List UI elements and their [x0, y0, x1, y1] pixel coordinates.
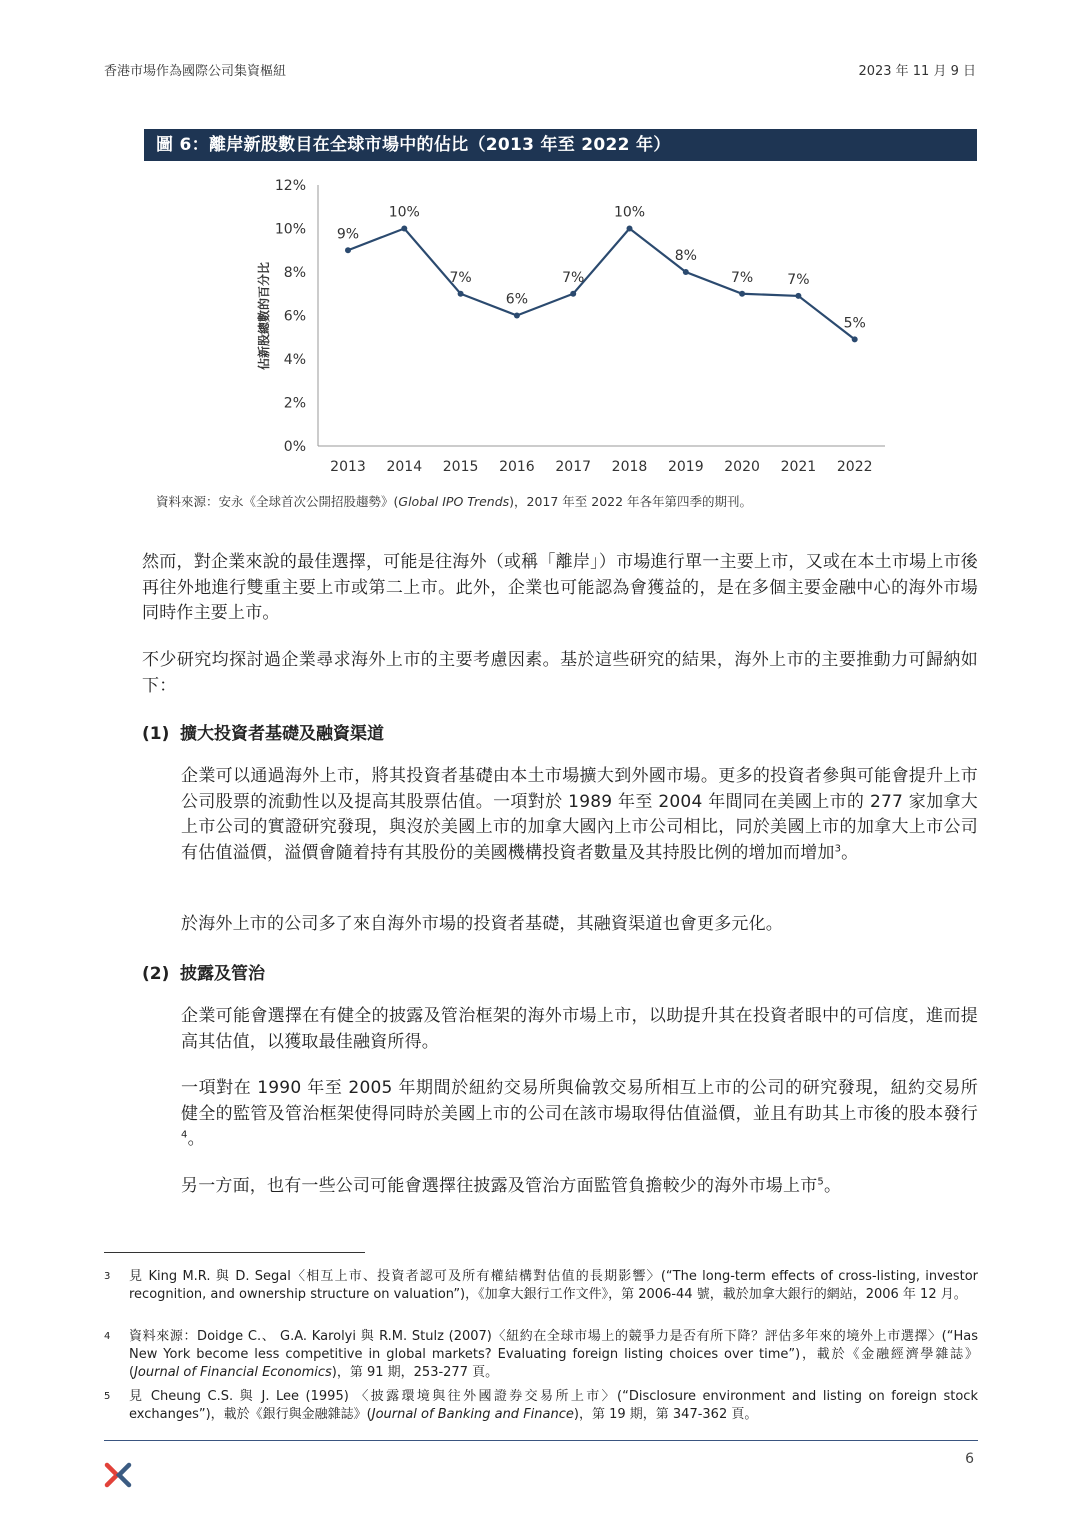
section-heading: (1) 擴大投資者基礎及融資渠道	[142, 724, 384, 744]
data-point	[401, 226, 407, 232]
line-chart	[0, 0, 1080, 490]
footnote-divider	[104, 1252, 365, 1253]
paragraph: 企業可以通過海外上市，將其投資者基礎由本土市場擴大到外國市場。更多的投資者參與可能會提升上市公司股票的流動性以及提高其股票估值。一項對於 1989 年至 2004 年間同在美國上市的 277 家加拿大上市公司的實證研究發現，與沒於美國上市的加拿大國內上市公司相比，同於美國上市的加拿大上市公司有估值溢價，溢價會隨着持有其股份的美國機構投資者數量及其持股比例的增加而增加$^3$。	[181, 766, 978, 863]
paragraph: 不少研究均探討過企業尋求海外上市的主要考慮因素。基於這些研究的結果，海外上市的主要推動力可歸納如下：	[142, 650, 978, 696]
footnote-ref[interactable]: 4	[181, 1129, 188, 1141]
data-label: 5%	[843, 315, 866, 332]
data-label: 8%	[674, 248, 697, 264]
page-number: 6	[965, 1451, 974, 1467]
footnote: 4 資料來源：Doidge C.、 G.A. Karolyi 與 R.M. Stulz (2007)〈紐約在全球市場上的競爭力是否有所下降？評估多年來的境外上市選擇〉(“Has New York become less competitive in global markets? Evaluating foreign listing choices over time”)，載於《金融經濟學雜誌》(Journal of Financial Economics)，第 91 期，253-277 頁。	[104, 1329, 978, 1380]
data-label: 7%	[730, 269, 754, 286]
data-point	[570, 291, 576, 297]
data-point	[739, 291, 745, 297]
x-tick-label: 2014	[386, 459, 423, 475]
hkex-logo-icon	[104, 1461, 132, 1489]
x-tick-label: 2021	[780, 459, 817, 475]
x-tick-label: 2020	[724, 459, 760, 475]
x-tick-label: 2017	[555, 459, 592, 475]
section-heading: (2) 披露及管治	[142, 964, 265, 984]
running-header-date: 2023 年 11 月 9 日	[858, 64, 976, 79]
y-tick-label: 4%	[283, 352, 306, 368]
figure-source: 資料來源：安永《全球首次公開招股趨勢》(Global IPO Trends)，2017 年至 2022 年各年第四季的期刊。	[156, 494, 753, 509]
data-point	[795, 293, 801, 299]
data-label: 9%	[336, 226, 360, 243]
y-axis-label: 佔新股總數的百分比	[257, 261, 271, 371]
data-label: 10%	[388, 204, 420, 221]
data-label: 7%	[449, 269, 472, 286]
series-line	[348, 229, 855, 340]
data-label: 7%	[562, 269, 585, 286]
y-tick-label: 12%	[274, 178, 306, 194]
y-tick-label: 8%	[283, 265, 306, 281]
x-tick-label: 2019	[667, 459, 704, 475]
data-point	[683, 269, 689, 275]
y-tick-label: 10%	[274, 221, 306, 238]
paragraph: 然而，對企業來說的最佳選擇，可能是往海外（或稱「離岸」）市場進行單一主要上市，又或在本土市場上市後再往外地進行雙重主要上市或第二上市。此外，企業也可能認為會獲益的，是在多個主要金融中心的海外市場同時作主要上市。	[142, 552, 978, 623]
footnote: 3 見 King M.R. 與 D. Segal〈相互上市、投資者認可及所有權結構對估值的長期影響〉(“The long-term effects of cross-listing, investor recognition, and ownership structure on valuation”)，《加拿大銀行工作文件》，第 2006-44 號，載於加拿大銀行的網站，2006 年 12 月。	[104, 1269, 978, 1302]
data-label: 7%	[787, 271, 810, 288]
data-point	[458, 291, 464, 297]
data-point	[514, 313, 520, 319]
data-point	[345, 247, 351, 253]
data-point	[627, 226, 633, 232]
x-tick-label: 2022	[836, 459, 873, 475]
y-tick-label: 2%	[283, 395, 306, 412]
footnote-ref[interactable]: 5	[817, 1176, 824, 1188]
data-point	[852, 336, 858, 342]
data-label: 10%	[613, 204, 646, 221]
x-tick-label: 2018	[611, 459, 648, 475]
paragraph: 另一方面，也有一些公司可能會選擇往披露及管治方面監管負擔較少的海外市場上市$^5$。	[181, 1176, 842, 1196]
footnote: 5 見 Cheung C.S. 與 J. Lee (1995) 〈披露環境與往外國證券交易所上市〉(“Disclosure environment and listing on foreign stock exchanges”)，載於《銀行與金融雜誌》(Journal of Banking and Finance)，第 19 期，第 347-362 頁。	[104, 1389, 978, 1422]
figure-caption: 圖 6：離岸新股數目在全球市場中的佔比（2013 年至 2022 年）	[144, 129, 977, 161]
data-label: 6%	[505, 291, 529, 308]
footer-divider	[104, 1440, 978, 1441]
footnote-ref[interactable]: 3	[834, 842, 842, 854]
x-tick-label: 2016	[499, 459, 535, 475]
paragraph: 於海外上市的公司多了來自海外市場的投資者基礎，其融資渠道也會更多元化。	[181, 914, 783, 934]
x-tick-label: 2013	[330, 459, 366, 475]
y-tick-label: 0%	[283, 439, 306, 455]
x-tick-label: 2015	[442, 459, 479, 475]
paragraph: 一項對在 1990 年至 2005 年期間於紐約交易所與倫敦交易所相互上市的公司的研究發現，紐約交易所健全的監管及管治框架使得同時於美國上市的公司在該市場取得估值溢價，並且有助其上市後的股本發行$^4$。	[181, 1078, 978, 1149]
y-tick-label: 6%	[283, 308, 306, 325]
running-header-title: 香港市場作為國際公司集資樞紐	[104, 64, 287, 79]
paragraph: 企業可能會選擇在有健全的披露及管治框架的海外市場上市，以助提升其在投資者眼中的可信度，進而提高其估值，以獲取最佳融資所得。	[181, 1006, 978, 1052]
